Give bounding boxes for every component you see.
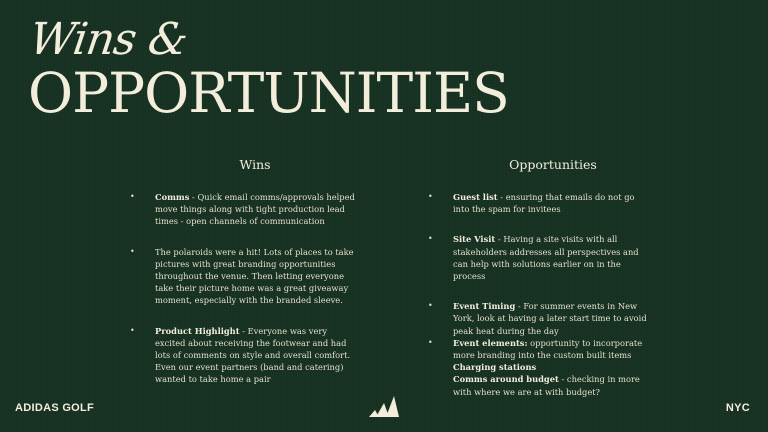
item-text: - Having a site visits with all stakeholders addresses all perspectives and can help with solutions earlier on in the process [453,234,639,282]
item-bold: Event elements: [453,337,528,348]
item-text: - Everyone was very excited about receiving the footwear and had lots of comments on style and overall comfort. Even our event partners (band and catering) wanted to take home a pair [155,325,351,385]
list-item [130,246,355,307]
footer-brand: ADIDAS GOLF [15,402,95,414]
item-text: opportunity to incorporate more branding into the custom built items [453,337,643,361]
list-item [428,361,653,373]
item-text: - Quick email comms/approvals helped move things along with tight production lead times - open channels of communication [155,192,355,227]
list-item [428,191,653,215]
wins-column [130,157,355,386]
adidas-performance-logo-icon [368,396,400,417]
item-bold: Product Highlight [155,325,240,336]
list-item [428,373,653,397]
opportunities-column [428,157,653,398]
item-bold: Comms [155,192,190,202]
item-bold: Charging stations [453,362,537,373]
opportunities-list [428,191,653,398]
bullet-icon: • [130,246,135,256]
page-title: OPPORTUNITIES [28,61,509,125]
item-text: - checking in more with where we are at with budget? [453,374,640,397]
bullet-icon: • [130,325,135,335]
item-text: The polaroids were a hit! Lots of places to take pictures with great branding opportunities throughout the venue. Then letting everyone take their picture home was a great giveaway moment, especially with the branded sleeve. [155,246,354,306]
bullet-icon: • [428,337,433,347]
item-bold: Guest list [453,192,498,202]
item-text: - For summer events in New York, look at having a later start time to avoid peak heat during the day [453,301,647,336]
bullet-icon: • [428,234,433,244]
title-script: Wins & [26,14,191,65]
item-bold: Comms around budget [453,374,559,385]
opportunities-heading: Opportunities [509,157,597,172]
bullet-icon: • [130,192,135,201]
list-item [428,233,653,282]
item-bold: Site Visit [453,234,496,245]
list-item [130,191,355,228]
bullet-icon: • [428,192,433,201]
wins-heading: Wins [239,157,271,172]
list-item [428,337,653,361]
footer-location: NYC [725,402,750,414]
item-text: - ensuring that emails do not go into the spam for invitees [453,192,635,215]
bullet-icon: • [428,301,433,311]
list-item [130,325,355,386]
list-item [428,300,653,337]
item-bold: Event Timing [453,301,516,312]
wins-list [130,191,355,386]
